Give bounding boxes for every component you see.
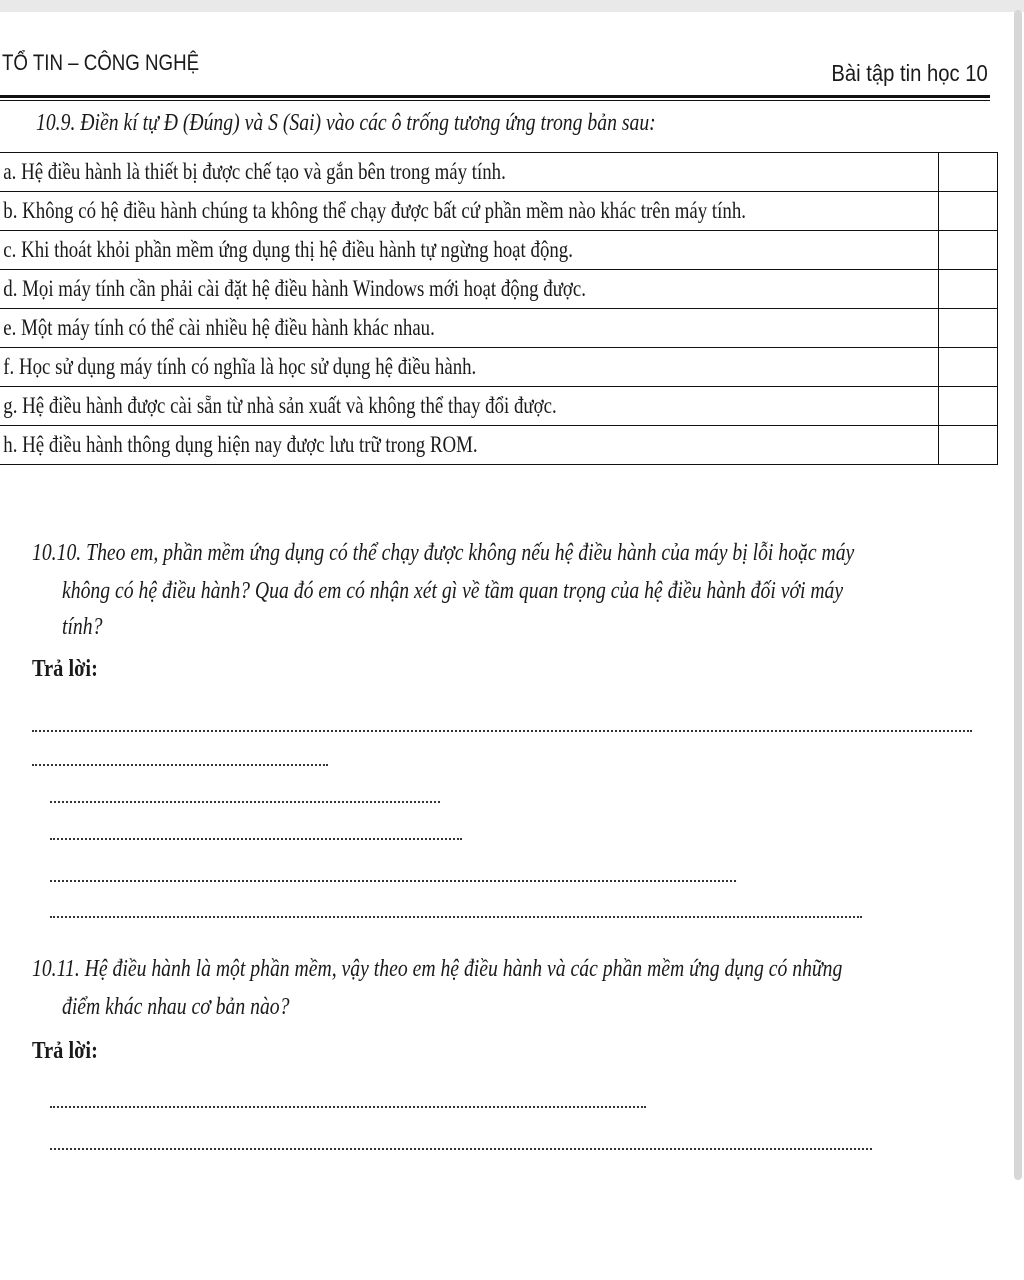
table-row (0, 309, 998, 348)
answer-box-e[interactable] (939, 309, 998, 348)
answer-line[interactable] (32, 764, 328, 766)
answer-box-h[interactable] (939, 426, 998, 465)
header-rule (0, 95, 990, 98)
statement-h: h. Hệ điều hành thông dụng hiện nay được lưu trữ trong ROM. (3, 432, 478, 457)
true-false-table (0, 152, 998, 465)
statement-c: c. Khi thoát khỏi phần mềm ứng dụng thị hệ điều hành tự ngừng hoạt động. (3, 237, 573, 262)
top-band (0, 0, 1024, 12)
table-row (0, 426, 998, 465)
answer-box-a[interactable] (939, 153, 998, 192)
question-10-11-line-2: điểm khác nhau cơ bản nào? (62, 994, 290, 1020)
question-10-10-line-2: không có hệ điều hành? Qua đó em có nhận xét gì về tầm quan trọng của hệ điều hành đối với máy (62, 578, 844, 604)
answer-line[interactable] (50, 801, 440, 803)
answer-box-d[interactable] (939, 270, 998, 309)
scrollbar[interactable] (1014, 10, 1022, 1180)
table-row (0, 387, 998, 426)
answer-label-10-11: Trả lời: (32, 1038, 98, 1064)
answer-line[interactable] (50, 916, 862, 918)
table-row (0, 231, 998, 270)
table-row (0, 153, 998, 192)
answer-line[interactable] (32, 730, 972, 732)
answer-box-c[interactable] (939, 231, 998, 270)
header-department: TỔ TIN – CÔNG NGHỆ (2, 50, 200, 75)
answer-box-g[interactable] (939, 387, 998, 426)
table-row (0, 348, 998, 387)
statement-b: b. Không có hệ điều hành chúng ta không thể chạy được bất cứ phần mềm nào khác trên máy tính. (3, 198, 746, 223)
question-10-10-line-3: tính? (62, 614, 103, 640)
question-10-11-line-1: 10.11. Hệ điều hành là một phần mềm, vậy theo em hệ điều hành và các phần mềm ứng dụng có những (32, 956, 843, 982)
answer-box-b[interactable] (939, 192, 998, 231)
table-row (0, 192, 998, 231)
question-10-10-line-1: 10.10. Theo em, phần mềm ứng dụng có thể chạy được không nếu hệ điều hành của máy bị lỗi hoặc máy (32, 540, 855, 566)
header-title: Bài tập tin học 10 (831, 60, 988, 86)
statement-g: g. Hệ điều hành được cài sẵn từ nhà sản xuất và không thể thay đổi được. (3, 393, 557, 418)
answer-line[interactable] (50, 1148, 872, 1150)
statement-e: e. Một máy tính có thể cài nhiều hệ điều hành khác nhau. (3, 315, 435, 340)
table-row (0, 270, 998, 309)
answer-label-10-10: Trả lời: (32, 656, 98, 682)
answer-box-f[interactable] (939, 348, 998, 387)
question-10-9-title: 10.9. Điền kí tự Đ (Đúng) và S (Sai) vào các ô trống tương ứng trong bản sau: (36, 110, 656, 136)
statement-f: f. Học sử dụng máy tính có nghĩa là học sử dụng hệ điều hành. (3, 354, 477, 379)
statement-d: d. Mọi máy tính cần phải cài đặt hệ điều hành Windows mới hoạt động được. (3, 276, 586, 301)
answer-line[interactable] (50, 838, 462, 840)
answer-line[interactable] (50, 1106, 646, 1108)
answer-line[interactable] (50, 880, 736, 882)
header-rule-thin (0, 100, 990, 101)
statement-a: a. Hệ điều hành là thiết bị được chế tạo và gắn bên trong máy tính. (3, 159, 506, 184)
